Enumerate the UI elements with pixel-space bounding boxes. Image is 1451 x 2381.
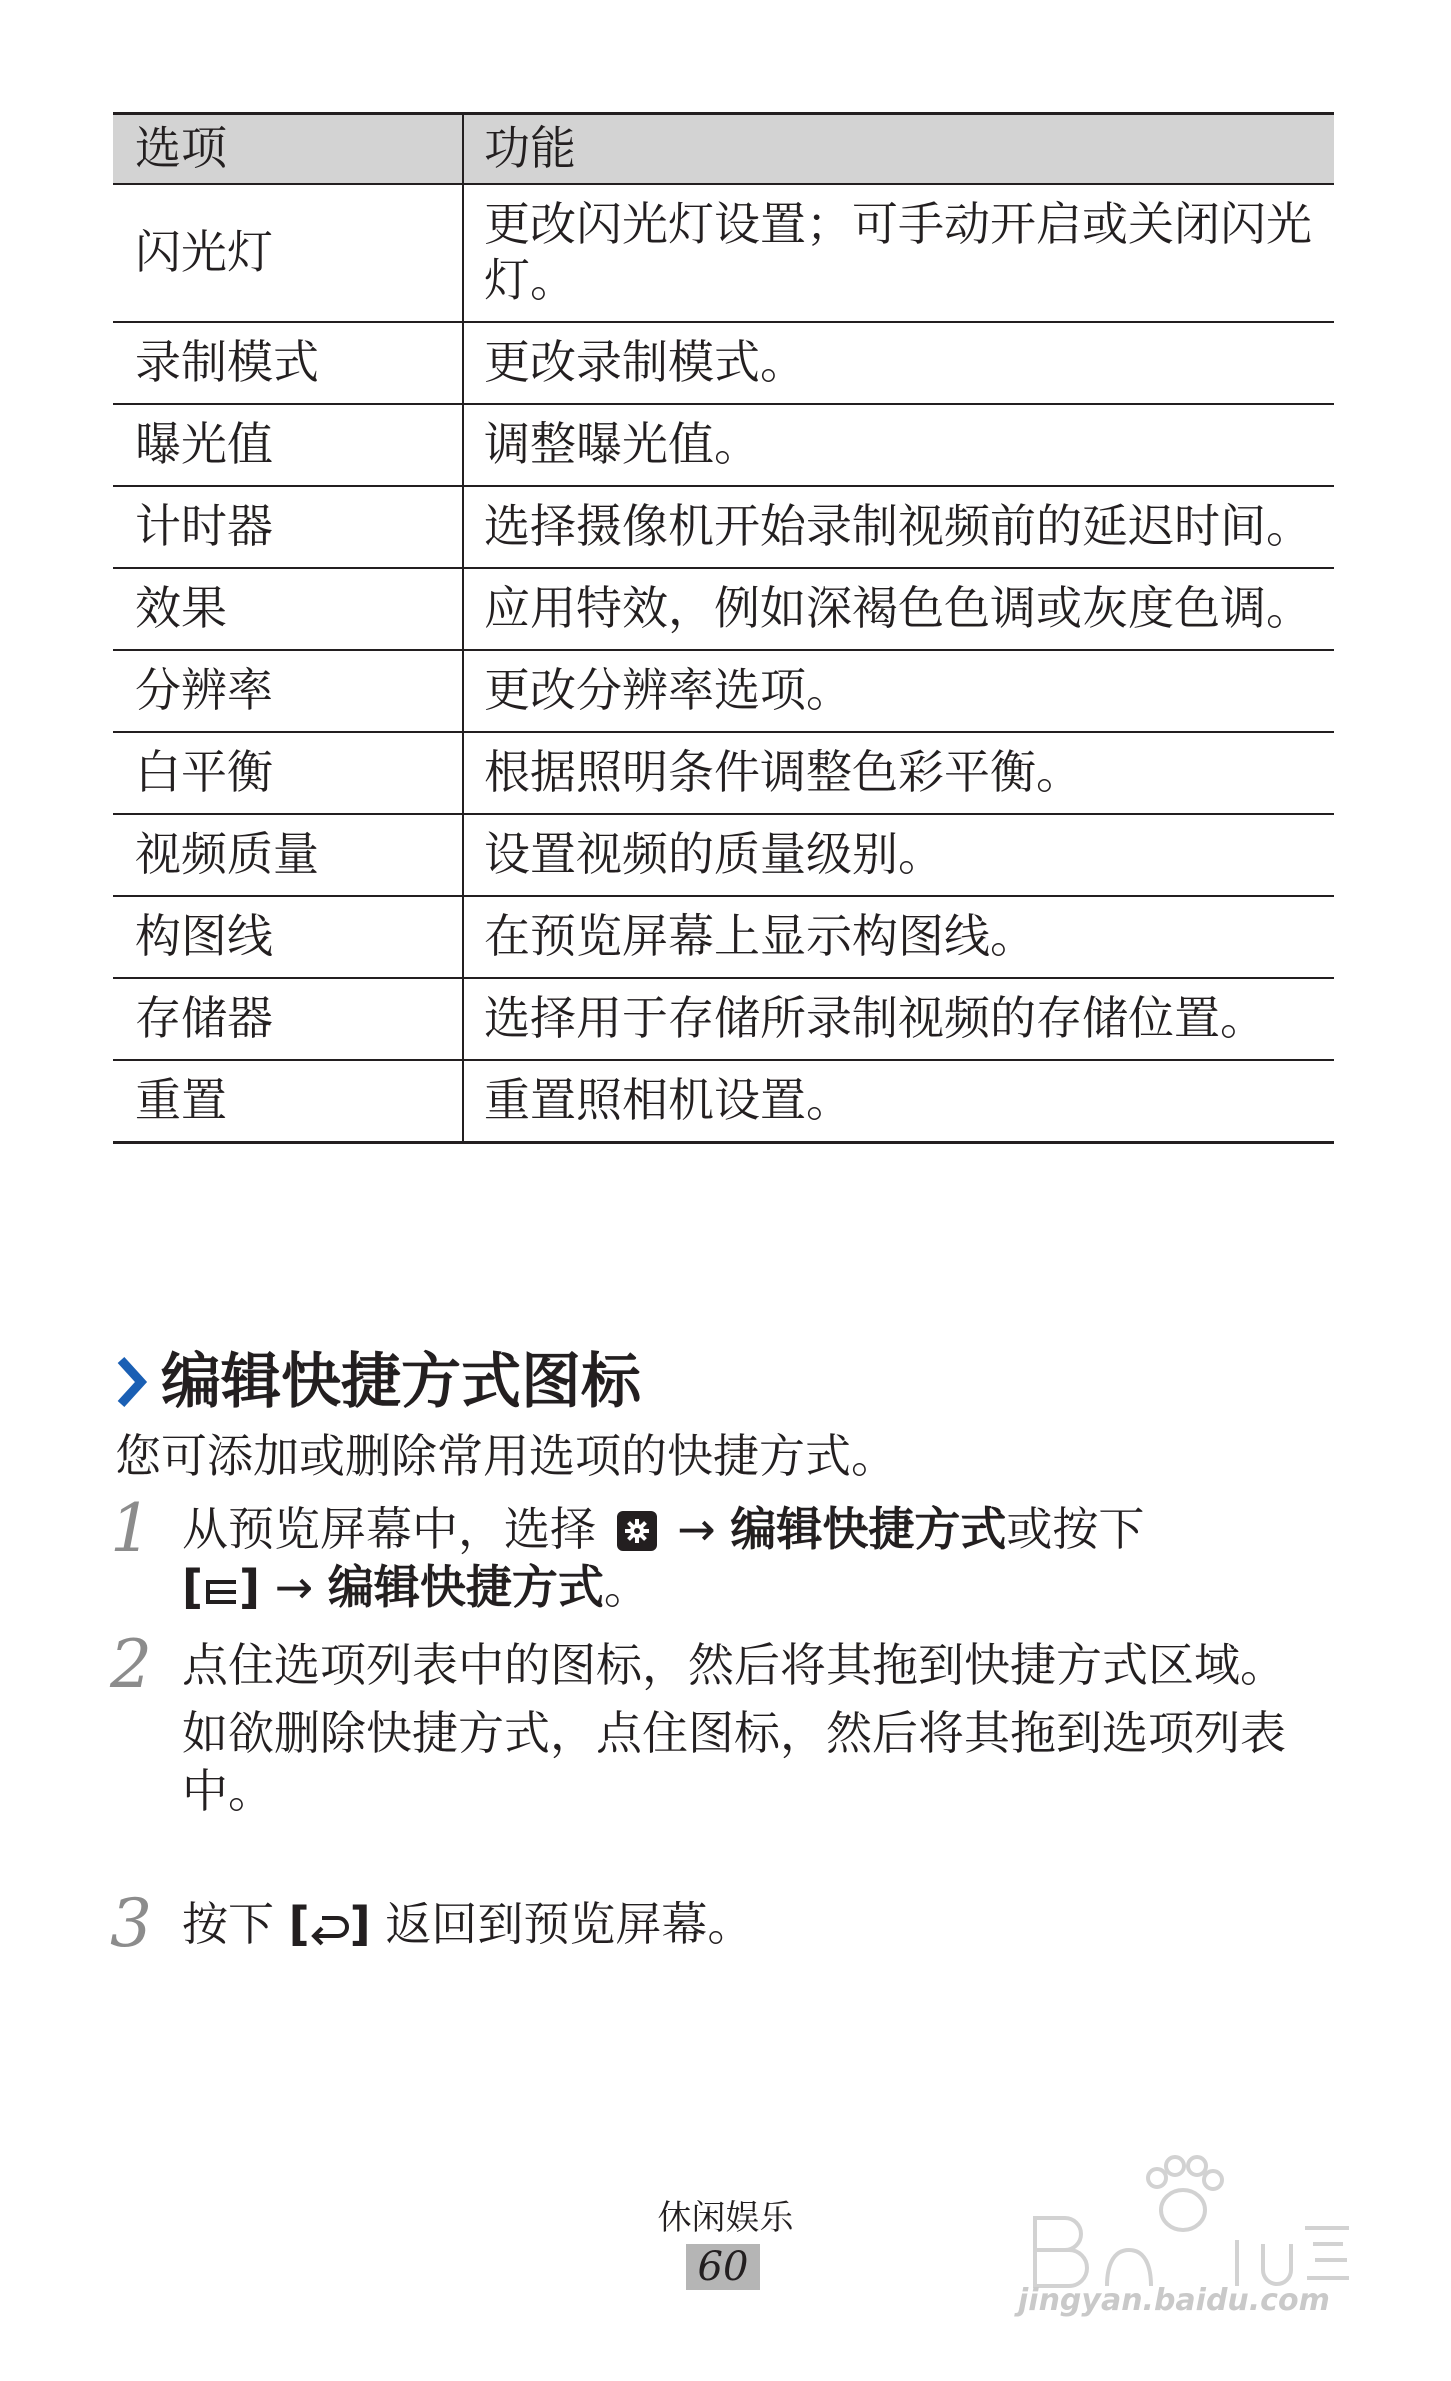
footer-chapter-label: 休闲娱乐 bbox=[657, 2198, 794, 2238]
option-cell: 重置 bbox=[113, 1060, 463, 1143]
bracket-open: [ bbox=[288, 1897, 310, 1951]
section-heading bbox=[115, 1342, 641, 1422]
option-cell: 白平衡 bbox=[113, 732, 463, 814]
table-row bbox=[113, 814, 1334, 896]
menu-path-edit-shortcuts: 编辑快捷方式 bbox=[730, 1502, 1007, 1556]
step-body bbox=[182, 1636, 1340, 1820]
step-end: 。 bbox=[603, 1560, 650, 1614]
option-cell: 分辨率 bbox=[113, 650, 463, 732]
function-cell: 重置照相机设置。 bbox=[463, 1060, 1334, 1143]
function-cell: 选择用于存储所录制视频的存储位置。 bbox=[463, 978, 1334, 1060]
table-row bbox=[113, 1060, 1334, 1143]
table-row bbox=[113, 978, 1334, 1060]
step-text: 按下 bbox=[182, 1897, 274, 1951]
menu-path-edit-shortcuts: 编辑快捷方式 bbox=[327, 1560, 604, 1614]
step-body bbox=[182, 1895, 1340, 1953]
table-row bbox=[113, 184, 1334, 322]
step-number: 1 bbox=[110, 1490, 152, 1567]
bracket-open: [ bbox=[182, 1560, 204, 1614]
table-body bbox=[113, 184, 1334, 1143]
function-cell: 应用特效，例如深褐色色调或灰度色调。 bbox=[463, 568, 1334, 650]
step-2 bbox=[110, 1626, 1340, 1820]
function-cell: 更改录制模式。 bbox=[463, 322, 1334, 404]
table-row bbox=[113, 568, 1334, 650]
function-cell: 选择摄像机开始录制视频前的延迟时间。 bbox=[463, 486, 1334, 568]
step-text: 从预览屏幕中，选择 bbox=[182, 1502, 596, 1556]
function-cell: 调整曝光值。 bbox=[463, 404, 1334, 486]
function-cell: 更改分辨率选项。 bbox=[463, 650, 1334, 732]
option-cell: 录制模式 bbox=[113, 322, 463, 404]
step-number: 2 bbox=[110, 1626, 152, 1703]
chevron-right-icon bbox=[115, 1356, 149, 1408]
step-text: 返回到预览屏幕。 bbox=[385, 1897, 754, 1951]
column-header-function: 功能 bbox=[463, 114, 1334, 185]
settings-gear-icon bbox=[617, 1511, 657, 1551]
table-row bbox=[113, 896, 1334, 978]
option-cell: 效果 bbox=[113, 568, 463, 650]
table-row bbox=[113, 732, 1334, 814]
column-header-option: 选项 bbox=[113, 114, 463, 185]
step-text: 点住选项列表中的图标，然后将其拖到快捷方式区域。 bbox=[182, 1638, 1286, 1692]
menu-key-icon bbox=[203, 1577, 239, 1607]
function-cell: 更改闪光灯设置；可手动开启或关闭闪光灯。 bbox=[463, 184, 1334, 322]
options-table bbox=[113, 112, 1334, 1144]
step-number: 3 bbox=[110, 1885, 152, 1962]
table-row bbox=[113, 322, 1334, 404]
table-row bbox=[113, 650, 1334, 732]
page-number: 60 bbox=[686, 2244, 760, 2290]
table-row bbox=[113, 404, 1334, 486]
bracket-close: ] bbox=[239, 1560, 261, 1614]
option-cell: 存储器 bbox=[113, 978, 463, 1060]
option-cell: 计时器 bbox=[113, 486, 463, 568]
step-1 bbox=[110, 1490, 1340, 1616]
step-note: 如欲删除快捷方式，点住图标，然后将其拖到选项列表中。 bbox=[182, 1706, 1286, 1818]
function-cell: 设置视频的质量级别。 bbox=[463, 814, 1334, 896]
option-cell: 曝光值 bbox=[113, 404, 463, 486]
step-3 bbox=[110, 1885, 1340, 1962]
back-key-icon bbox=[310, 1912, 350, 1946]
option-cell: 构图线 bbox=[113, 896, 463, 978]
table-header-row bbox=[113, 114, 1334, 185]
section-intro: 您可添加或删除常用选项的快捷方式。 bbox=[115, 1429, 897, 1483]
step-body bbox=[182, 1500, 1340, 1616]
arrow: → bbox=[677, 1502, 716, 1556]
function-cell: 在预览屏幕上显示构图线。 bbox=[463, 896, 1334, 978]
function-cell: 根据照明条件调整色彩平衡。 bbox=[463, 732, 1334, 814]
section-title: 编辑快捷方式图标 bbox=[161, 1347, 641, 1417]
option-cell: 闪光灯 bbox=[113, 184, 463, 322]
step-text: 或按下 bbox=[1006, 1502, 1145, 1556]
bracket-close: ] bbox=[349, 1897, 371, 1951]
arrow: → bbox=[274, 1560, 314, 1614]
table-row bbox=[113, 486, 1334, 568]
watermark-url: jingyan.baidu.com bbox=[1018, 2283, 1330, 2318]
option-cell: 视频质量 bbox=[113, 814, 463, 896]
